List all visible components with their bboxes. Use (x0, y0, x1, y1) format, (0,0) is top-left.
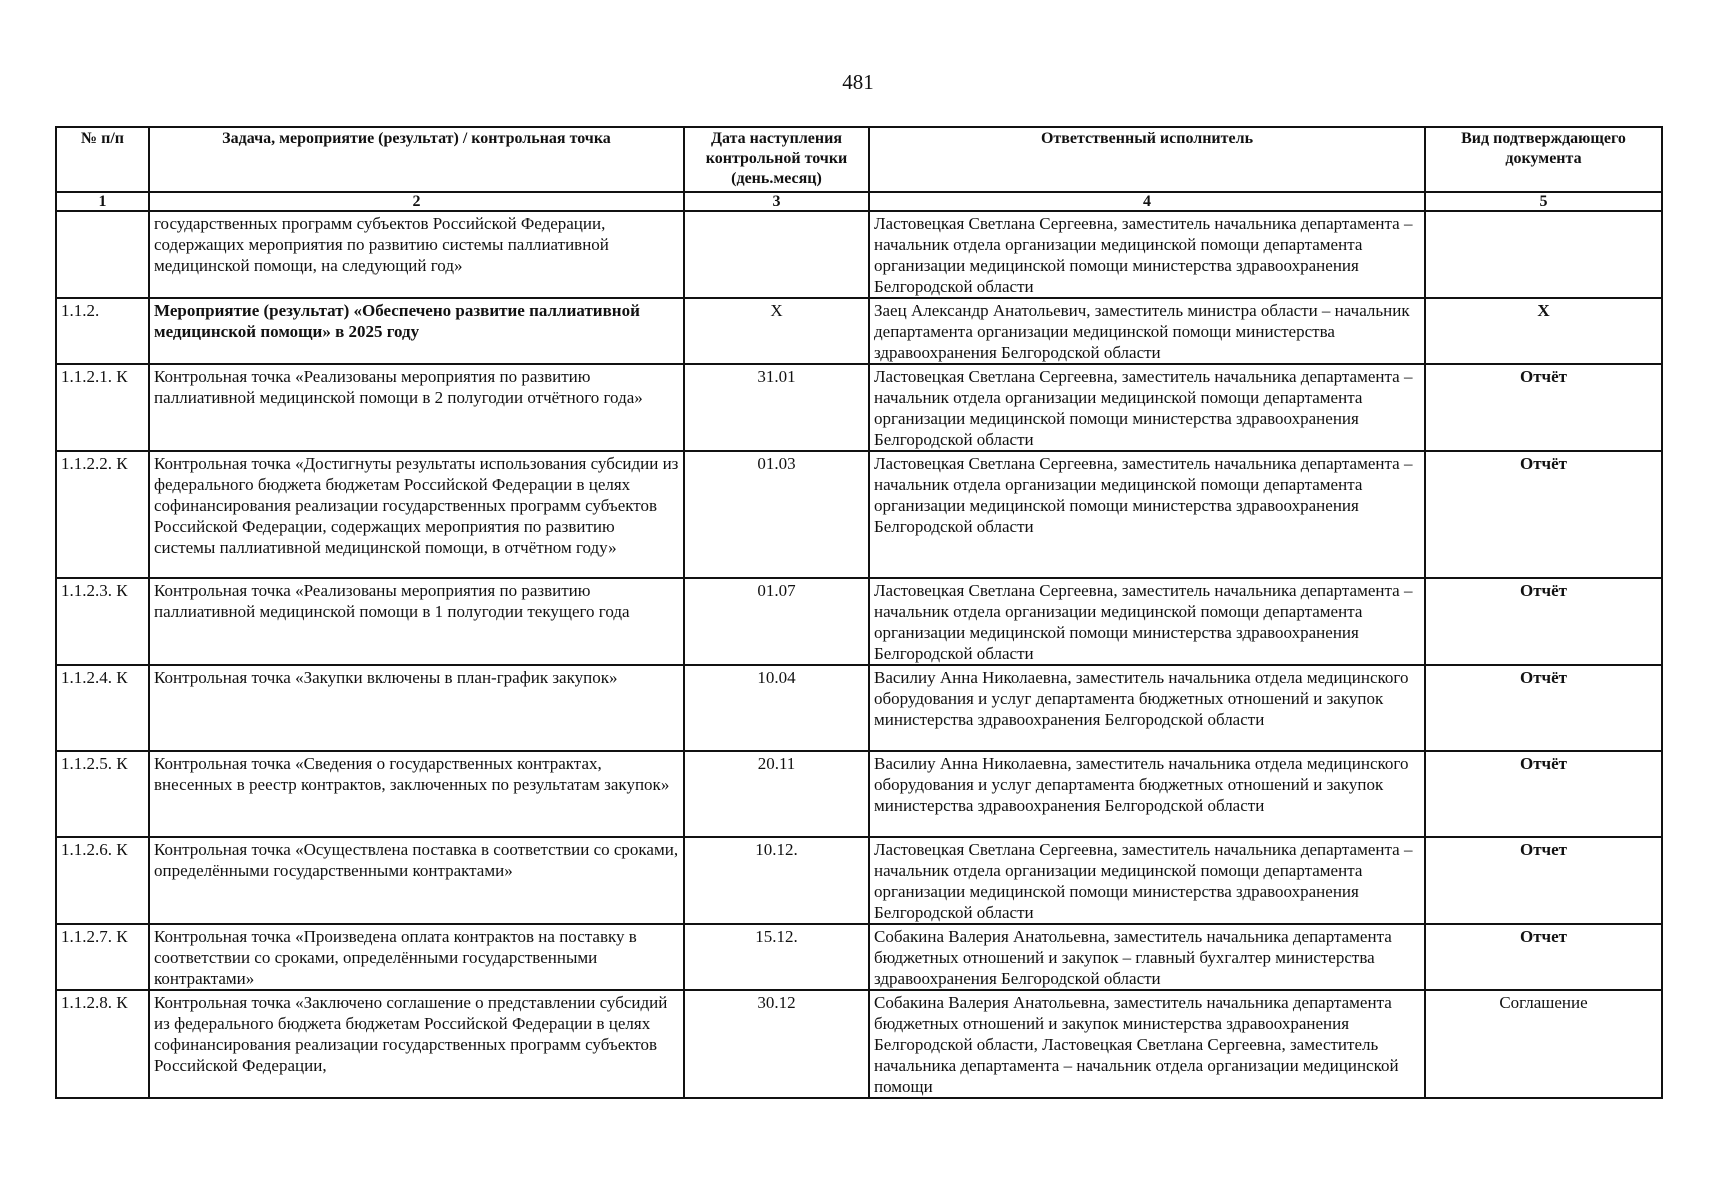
table-row (56, 837, 1662, 924)
row-date: 10.04 (684, 665, 869, 751)
row-responsible: Собакина Валерия Анатольевна, заместитель начальника департамента бюджетных отношений и закупок министерства здравоохранения Белгородской области, Ластовецкая Светлана Сергеевна, заместитель начальника департамента – начальник отдела организации медицинской помощи (869, 990, 1425, 1098)
row-responsible: Ластовецкая Светлана Сергеевна, заместитель начальника департамента – начальник отдела организации медицинской помощи департамента организации медицинской помощи министерства здравоохранения Белгородской области (869, 364, 1425, 451)
row-document: Соглашение (1425, 990, 1662, 1098)
row-document: Отчёт (1425, 751, 1662, 837)
row-task: Контрольная точка «Произведена оплата контрактов на поставку в соответствии со сроками, определёнными государственными контрактами» (149, 924, 684, 990)
row-document: Отчет (1425, 837, 1662, 924)
column-number: 3 (684, 192, 869, 211)
row-number: 1.1.2.6. К (56, 837, 149, 924)
row-task: Контрольная точка «Заключено соглашение о представлении субсидий из федерального бюджета бюджетам Российской Федерации в целях софинансирования реализации государственных программ субъектов Российской Федерации, (149, 990, 684, 1098)
table-row (56, 451, 1662, 578)
header-number: № п/п (56, 127, 149, 192)
row-document: X (1425, 298, 1662, 364)
row-number: 1.1.2.7. К (56, 924, 149, 990)
row-date: 31.01 (684, 364, 869, 451)
row-responsible: Заец Александр Анатольевич, заместитель министра области – начальник департамента организации медицинской помощи министерства здравоохранения Белгородской области (869, 298, 1425, 364)
row-date: 15.12. (684, 924, 869, 990)
row-responsible: Ластовецкая Светлана Сергеевна, заместитель начальника департамента – начальник отдела организации медицинской помощи департамента организации медицинской помощи министерства здравоохранения Белгородской области (869, 837, 1425, 924)
table-row (56, 211, 1662, 298)
row-document: Отчёт (1425, 364, 1662, 451)
table-row (56, 990, 1662, 1098)
table-row (56, 924, 1662, 990)
row-task: Контрольная точка «Реализованы мероприятия по развитию паллиативной медицинской помощи в 2 полугодии отчётного года» (149, 364, 684, 451)
column-number: 4 (869, 192, 1425, 211)
row-number: 1.1.2.4. К (56, 665, 149, 751)
control-points-table (55, 126, 1663, 1099)
row-document: Отчёт (1425, 578, 1662, 665)
page-number: 481 (842, 70, 874, 94)
column-number: 5 (1425, 192, 1662, 211)
row-date (684, 211, 869, 298)
column-number: 1 (56, 192, 149, 211)
row-date: 01.07 (684, 578, 869, 665)
row-date: 01.03 (684, 451, 869, 578)
header-task: Задача, мероприятие (результат) / контрольная точка (149, 127, 684, 192)
row-task: Мероприятие (результат) «Обеспечено развитие паллиативной медицинской помощи» в 2025 году (149, 298, 684, 364)
row-number: 1.1.2.1. К (56, 364, 149, 451)
column-numbers-row (56, 192, 1662, 211)
row-document: Отчёт (1425, 451, 1662, 578)
row-document: Отчет (1425, 924, 1662, 990)
table-row (56, 665, 1662, 751)
table-row (56, 298, 1662, 364)
header-document: Вид подтверждающего документа (1425, 127, 1662, 192)
row-task: государственных программ субъектов Российской Федерации, содержащих мероприятия по развитию системы паллиативной медицинской помощи, на следующий год» (149, 211, 684, 298)
row-number: 1.1.2.8. К (56, 990, 149, 1098)
column-number: 2 (149, 192, 684, 211)
row-responsible: Ластовецкая Светлана Сергеевна, заместитель начальника департамента – начальник отдела организации медицинской помощи департамента организации медицинской помощи министерства здравоохранения Белгородской области (869, 451, 1425, 578)
row-responsible: Ластовецкая Светлана Сергеевна, заместитель начальника департамента – начальник отдела организации медицинской помощи департамента организации медицинской помощи министерства здравоохранения Белгородской области (869, 578, 1425, 665)
table-header-row (56, 127, 1662, 192)
row-date: 20.11 (684, 751, 869, 837)
row-document (1425, 211, 1662, 298)
row-responsible: Василиу Анна Николаевна, заместитель начальника отдела медицинского оборудования и услуг департамента бюджетных отношений и закупок министерства здравоохранения Белгородской области (869, 665, 1425, 751)
row-responsible: Собакина Валерия Анатольевна, заместитель начальника департамента бюджетных отношений и закупок – главный бухгалтер министерства здравоохранения Белгородской области (869, 924, 1425, 990)
table-row (56, 364, 1662, 451)
row-number: 1.1.2.5. К (56, 751, 149, 837)
table-row (56, 578, 1662, 665)
row-responsible: Василиу Анна Николаевна, заместитель начальника отдела медицинского оборудования и услуг департамента бюджетных отношений и закупок министерства здравоохранения Белгородской области (869, 751, 1425, 837)
row-responsible: Ластовецкая Светлана Сергеевна, заместитель начальника департамента – начальник отдела организации медицинской помощи департамента организации медицинской помощи министерства здравоохранения Белгородской области (869, 211, 1425, 298)
row-date: 10.12. (684, 837, 869, 924)
row-task: Контрольная точка «Закупки включены в план-график закупок» (149, 665, 684, 751)
row-date: 30.12 (684, 990, 869, 1098)
row-number: 1.1.2. (56, 298, 149, 364)
row-number (56, 211, 149, 298)
row-task: Контрольная точка «Сведения о государственных контрактах, внесенных в реестр контрактов, заключенных по результатам закупок» (149, 751, 684, 837)
row-task: Контрольная точка «Осуществлена поставка в соответствии со сроками, определёнными государственными контрактами» (149, 837, 684, 924)
row-task: Контрольная точка «Достигнуты результаты использования субсидии из федерального бюджета бюджетам Российской Федерации в целях софинансирования реализации государственных программ субъектов Российской Федерации, содержащих мероприятия по развитию системы паллиативной медицинской помощи, в отчётном году» (149, 451, 684, 578)
row-document: Отчёт (1425, 665, 1662, 751)
row-number: 1.1.2.2. К (56, 451, 149, 578)
row-number: 1.1.2.3. К (56, 578, 149, 665)
table-row (56, 751, 1662, 837)
header-responsible: Ответственный исполнитель (869, 127, 1425, 192)
header-date: Дата наступления контрольной точки (день.месяц) (684, 127, 869, 192)
row-task: Контрольная точка «Реализованы мероприятия по развитию паллиативной медицинской помощи в 1 полугодии текущего года (149, 578, 684, 665)
row-date: X (684, 298, 869, 364)
